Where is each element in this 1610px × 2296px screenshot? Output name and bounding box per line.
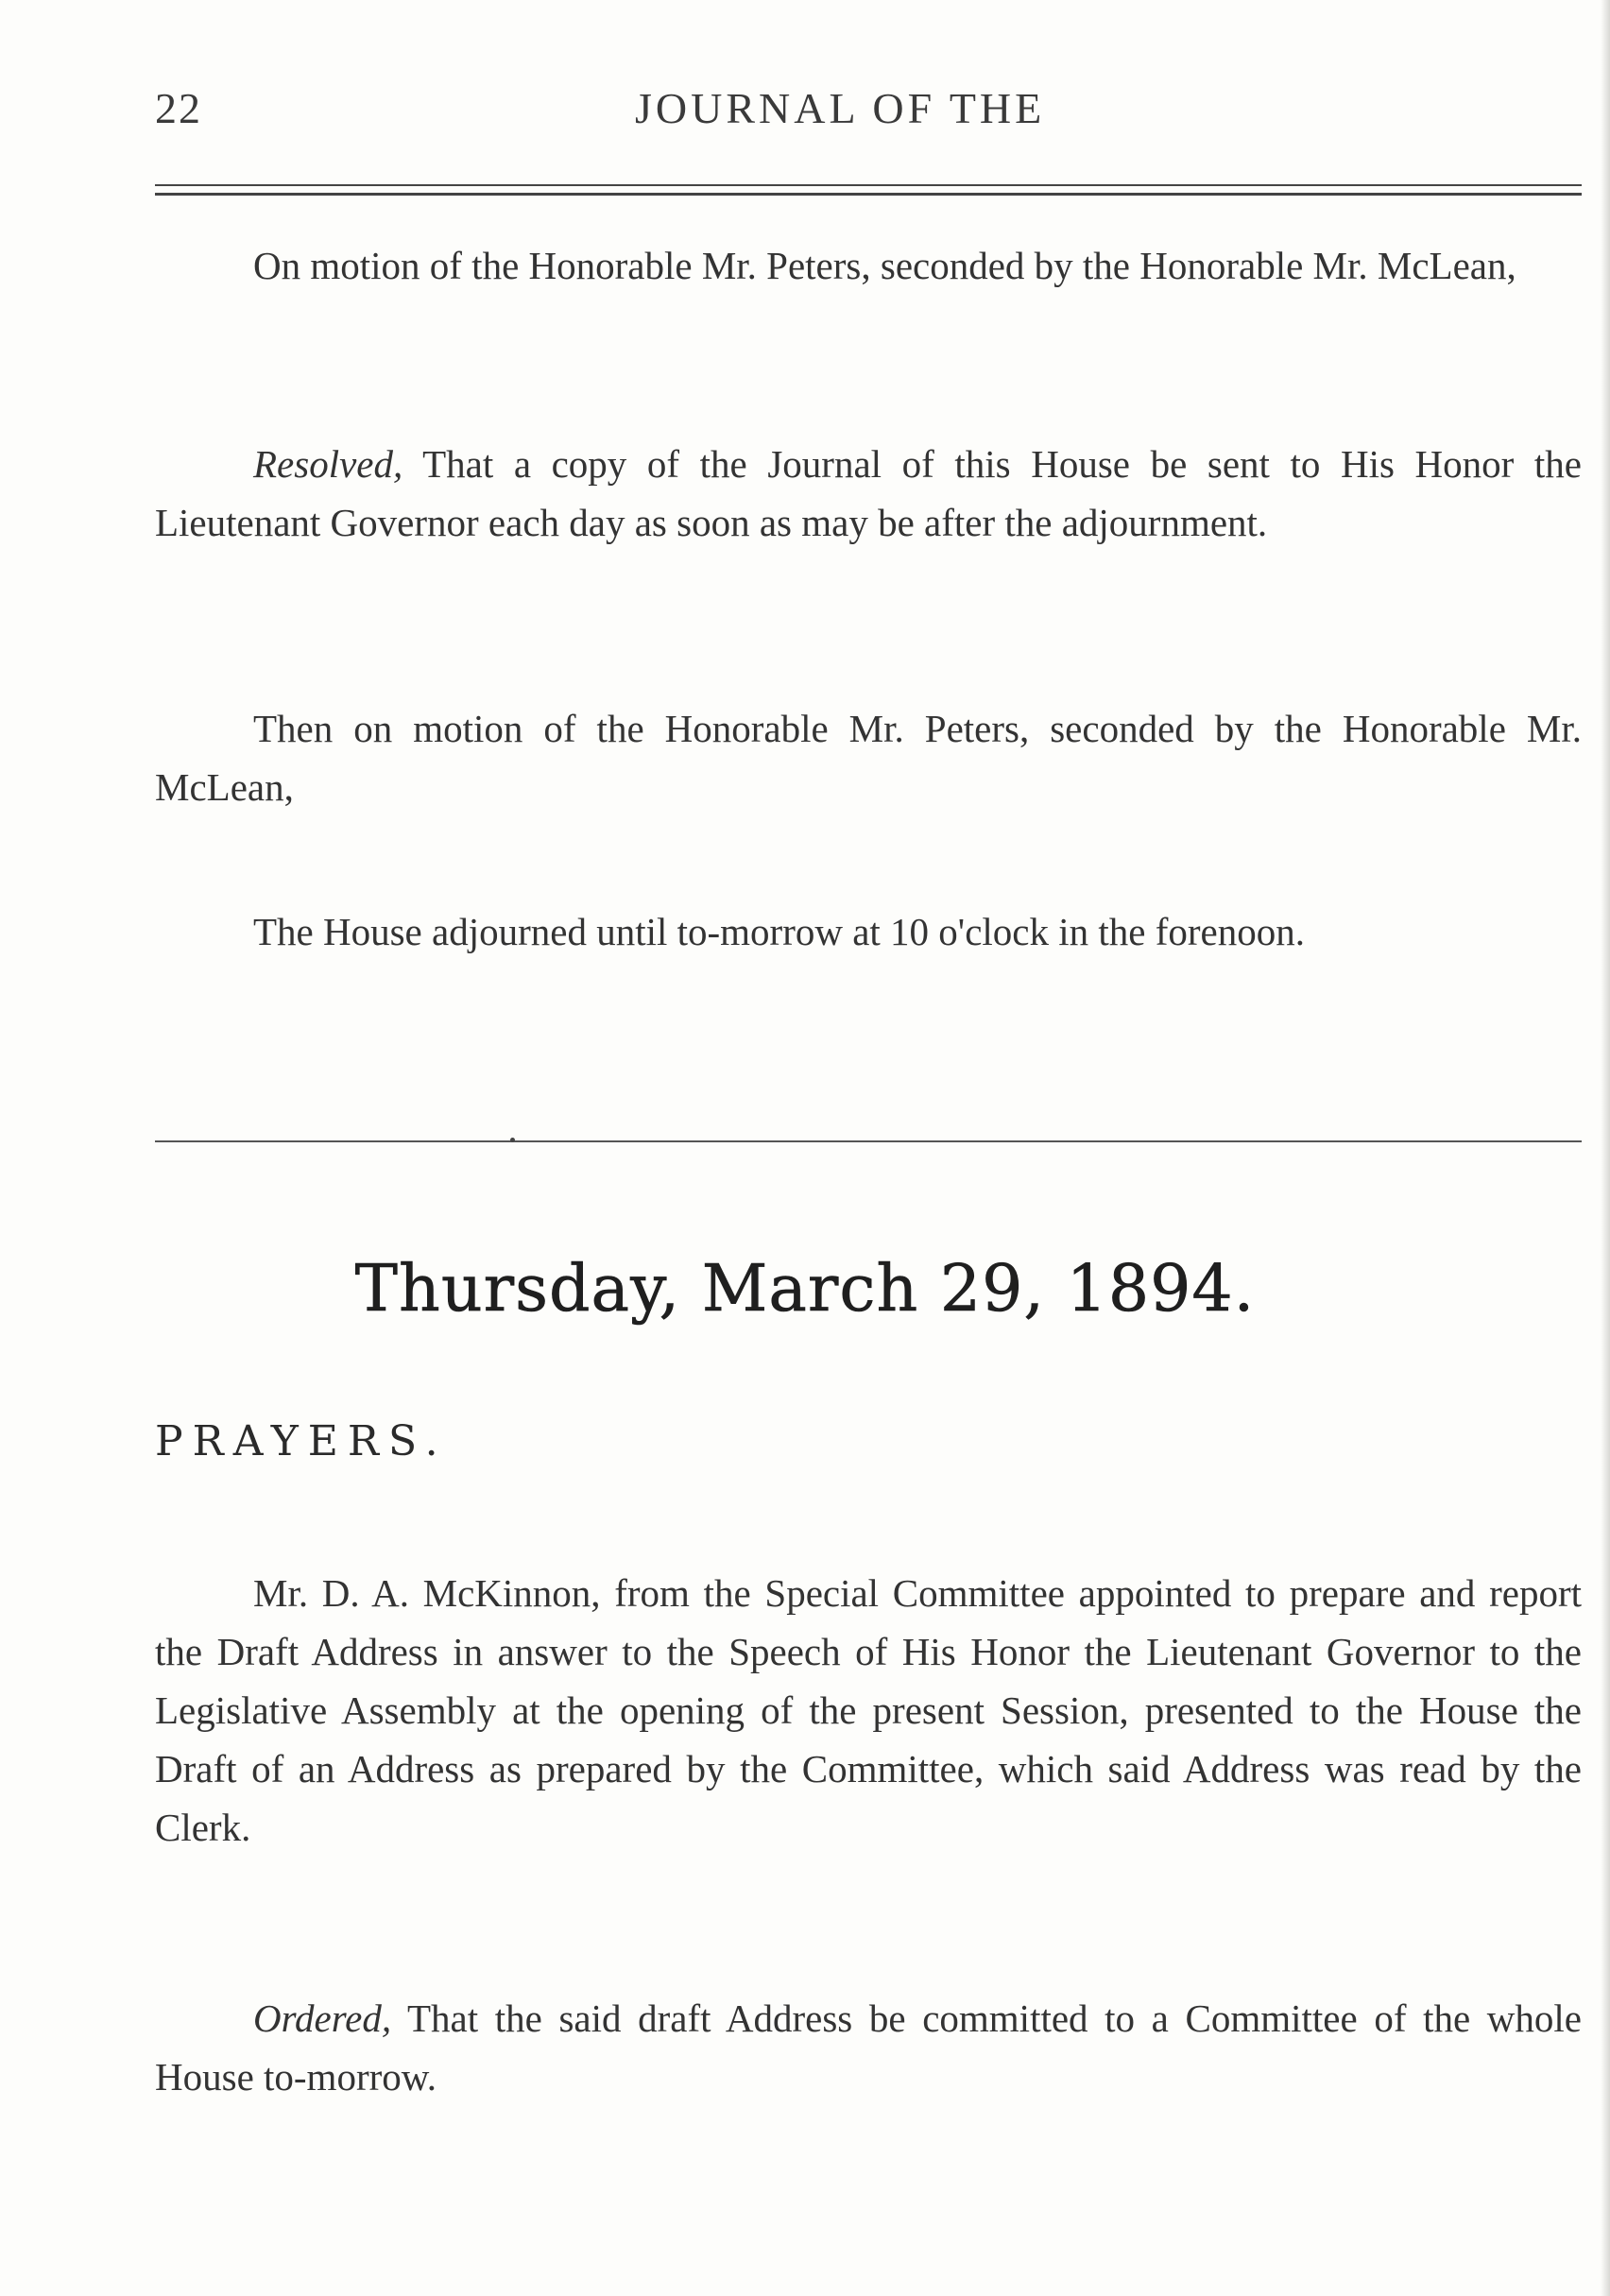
motion-1-text: On motion of the Honorable Mr. Peters, seconded by the Honorable Mr. McLean, (253, 244, 1516, 287)
header-double-rule (155, 184, 1582, 196)
rule-line-top (155, 184, 1582, 186)
motion-2-text: Then on motion of the Honorable Mr. Peters, seconded by the Honorable Mr. McLean, (155, 707, 1582, 809)
motion-paragraph-1 (155, 236, 1582, 295)
resolved-paragraph (155, 435, 1582, 552)
adjourned-text: The House adjourned until to-morrow at 10 o'clock in the forenoon. (253, 910, 1305, 953)
running-head (155, 83, 1582, 140)
page-edge-shadow (1601, 0, 1610, 2296)
separator-line (155, 1140, 1582, 1142)
ordered-text: That the said draft Address be committed to a Committee of the whole House to-morrow. (155, 1996, 1582, 2099)
prayers-heading: PRAYERS. (155, 1417, 448, 1465)
separator-dot (510, 1138, 515, 1142)
motion-paragraph-2 (155, 699, 1582, 816)
rule-line-bottom (155, 193, 1582, 196)
resolved-lead: Resolved, (253, 442, 403, 486)
running-title: JOURNAL OF THE (635, 84, 1046, 132)
ordered-lead: Ordered, (253, 1996, 392, 2040)
day-heading: Thursday, March 29, 1894. (354, 1252, 1256, 1327)
page-number: 22 (155, 84, 202, 132)
section-separator (155, 1140, 1582, 1144)
ordered-paragraph (155, 1989, 1582, 2106)
committee-report-text: Mr. D. A. McKinnon, from the Special Committee appointed to prepare and report the Draft Address in answer to the Speech of His Honor the Lieutenant Governor to the Legislative Assembly at the opening of the present Session, presented to the House the Draft of an Address as prepared by the Committee, which said Address was read by the Clerk. (155, 1571, 1582, 1849)
adjourned-paragraph (155, 902, 1582, 961)
resolved-text: That a copy of the Journal of this House be sent to His Honor the Lieutenant Governor each day as soon as may be after the adjournment. (155, 442, 1582, 544)
committee-report-paragraph (155, 1564, 1582, 1857)
